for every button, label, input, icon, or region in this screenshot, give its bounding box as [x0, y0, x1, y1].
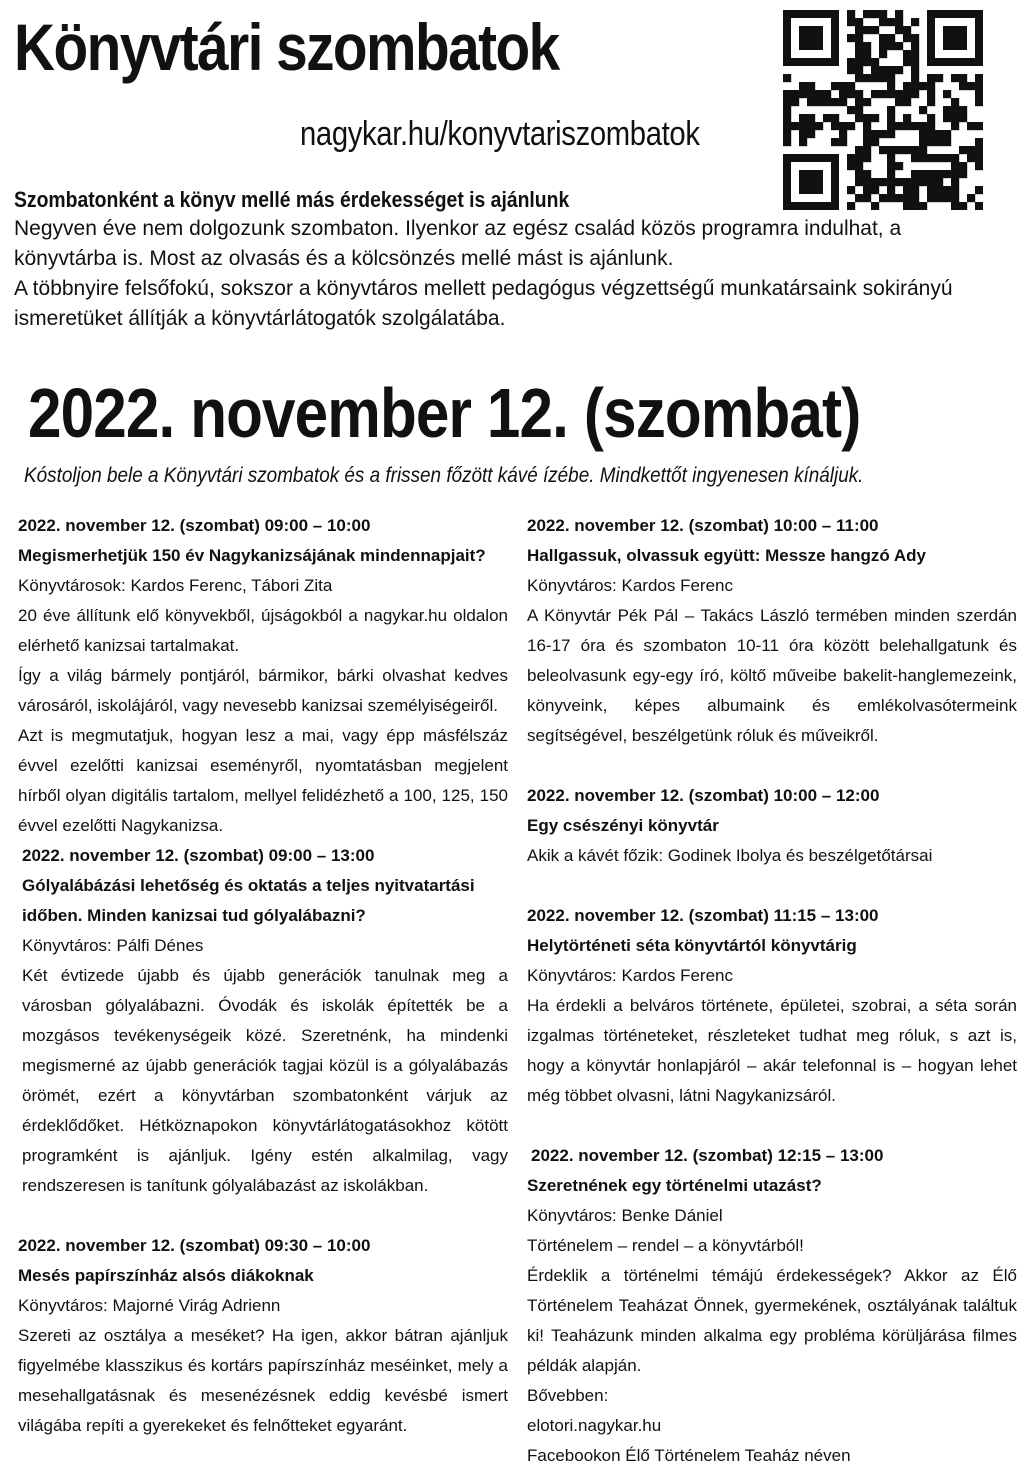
event-text: A Könyvtár Pék Pál – Takács László termében minden szerdán 16-17 óra és szombaton 10-11 óra között belehallgatunk és beleolvasunk egy-egy író, költő műveibe bakelit-hanglemezeink, könyveink, képes albumaink és emlékolvasótermeink segítségével, beszélgetünk róluk és műveikről. [527, 606, 1017, 745]
event-staff: Akik a kávét főzik: Godinek Ibolya és beszélgetőtársai [527, 846, 933, 865]
left-column [18, 511, 508, 1441]
event-text: Két évtizede újabb és újabb generációk tanulnak meg a városban gólyalábazni. Óvodák és iskolák építették be a mozgásos tevékenységeik közé. Szeretnénk, ha mindenki megismerné az újabb generációk tagjai közül is a gólyalábazás örömét, ezért a könyvtárban szombatonként várjuk az érdeklődőket. Hétköznapokon könyvtárlátogatásokhoz kötött programként is ajánljuk. Igény estén alkalmilag, vagy rendszeresen is tanítunk gólyalábazást az iskolákban. [22, 966, 508, 1195]
right-column [527, 511, 1017, 1471]
event-title: Gólyalábázási lehetőség és oktatás a teljes nyitvatartási időben. Minden kanizsai tud gólyalábazni? [22, 876, 475, 925]
event-block [527, 1141, 1017, 1471]
event-staff: Könyvtárosok: Kardos Ferenc, Tábori Zita [18, 576, 333, 595]
event-title: Helytörténeti séta könyvtártól könyvtárig [527, 936, 857, 955]
event-text: Így a világ bármely pontjáról, bármikor, bárki olvashat kedves városáról, iskolájáról, vagy nevesebb kanizsai személyiségeiről. [18, 666, 508, 715]
event-text: Bővebben: [527, 1386, 609, 1405]
event-time: 2022. november 12. (szombat) 09:00 – 13:00 [22, 846, 375, 865]
event-text: Szereti az osztálya a meséket? Ha igen, akkor bátran ajánljuk figyelmébe klasszikus és kortárs papírszínház meséinket, mely a mesehallgatásnak és mesenézésnek eddig kevésbé ismert világába repíti a gyerekeket és felnőtteket egyaránt. [18, 1326, 508, 1435]
event-block [18, 841, 508, 1231]
event-title: Megismerhetjük 150 év Nagykanizsájának mindennapjait? [18, 546, 486, 565]
event-block [527, 511, 1017, 781]
event-title: Mesés papírszínház alsós diákoknak [18, 1266, 314, 1285]
intro-lead: Szombatonként a könyv mellé más érdekességet is ajánlunk [14, 187, 570, 212]
event-date-heading: 2022. november 12. (szombat) [28, 374, 861, 452]
event-time: 2022. november 12. (szombat) 09:00 – 10:00 [18, 516, 371, 535]
event-block [18, 1231, 508, 1441]
event-title: Hallgassuk, olvassuk együtt: Messze hangzó Ady [527, 546, 926, 565]
event-staff: Könyvtáros: Kardos Ferenc [527, 966, 733, 985]
website-url[interactable]: nagykar.hu/konyvtariszombatok [300, 115, 700, 153]
event-time: 2022. november 12. (szombat) 11:15 – 13:00 [527, 906, 879, 925]
event-time: 2022. november 12. (szombat) 10:00 – 12:00 [527, 786, 880, 805]
page-title: Könyvtári szombatok [14, 10, 559, 84]
event-block [18, 511, 508, 841]
event-time: 2022. november 12. (szombat) 09:30 – 10:00 [18, 1236, 371, 1255]
event-text: Facebookon Élő Történelem Teaház néven [527, 1446, 851, 1465]
intro-paragraph: A többnyire felsőfokú, sokszor a könyvtáros mellett pedagógus végzettségű munkatársaink sokirányú ismeretüket állítják a könyvtárlátogatók szolgálatába. [14, 277, 953, 330]
event-title: Egy csészényi könyvtár [527, 816, 719, 835]
event-block [527, 901, 1017, 1141]
event-time: 2022. november 12. (szombat) 12:15 – 13:00 [531, 1146, 884, 1165]
slogan: Kóstoljon bele a Könyvtári szombatok és a frissen főzött kávé ízébe. Mindkettőt ingyenesen kínáljuk. [24, 464, 864, 487]
event-link[interactable]: elotori.nagykar.hu [527, 1416, 662, 1435]
event-text: Történelem – rendel – a könyvtárból! [527, 1236, 804, 1255]
intro-paragraph: Negyven éve nem dolgozunk szombaton. Ilyenkor az egész család közös programra indulhat, a könyvtárba is. Most az olvasás és a kölcsönzés mellé mást is ajánlunk. [14, 217, 902, 270]
event-time: 2022. november 12. (szombat) 10:00 – 11:00 [527, 516, 879, 535]
event-staff: Könyvtáros: Benke Dániel [527, 1206, 723, 1225]
event-text: Ha érdekli a belváros története, épületei, szobrai, a séta során izgalmas történeteket, részleteket tudhat meg róluk, s azt is, hogy a könyvtár honlapjáról – akár telefonnal is – hogyan lehet még többet olvasni, látni Nagykanizsáról. [527, 996, 1017, 1105]
event-text: Érdeklik a történelmi témájú érdekességek? Akkor az Élő Történelem Teaházat Önnek, gyermekének, osztályának találtuk ki! Teaházunk minden alkalma egy probléma körüljárása filmes példák alapján. [527, 1266, 1017, 1375]
event-staff: Könyvtáros: Kardos Ferenc [527, 576, 733, 595]
event-text: Azt is megmutatjuk, hogyan lesz a mai, vagy épp másfélszáz évvel ezelőtti kanizsai eseményről, nyomtatásban megjelent hírből olyan digitális tartalom, mellyel felidézhető a 100, 125, 150 évvel ezelőtti Nagykanizsa. [18, 726, 508, 835]
intro-section [14, 186, 1004, 334]
event-text: 20 éve állítunk elő könyvekből, újságokból a nagykar.hu oldalon elérhető kanizsai tartalmakat. [18, 606, 508, 655]
event-block [527, 781, 1017, 901]
event-staff: Könyvtáros: Majorné Virág Adrienn [18, 1296, 281, 1315]
event-staff: Könyvtáros: Pálfi Dénes [22, 936, 204, 955]
event-title: Szeretnének egy történelmi utazást? [527, 1176, 822, 1195]
qr-code [783, 10, 983, 210]
